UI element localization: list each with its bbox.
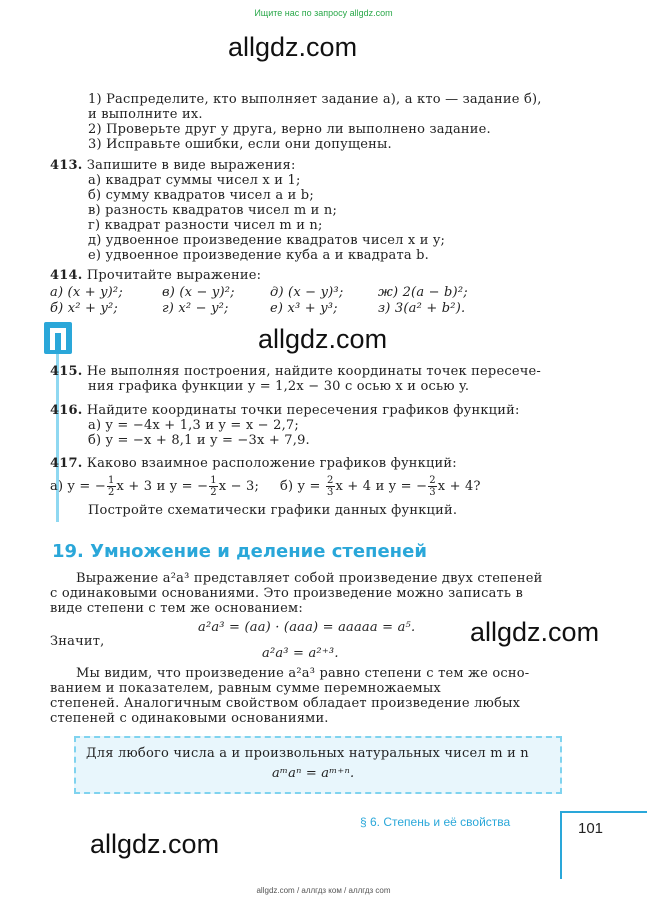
expression: д) (x − y)³;	[270, 285, 344, 300]
rule-box	[74, 736, 562, 794]
expression: а) (x + y)²;	[50, 285, 123, 300]
expr-part: б) y =	[280, 479, 321, 494]
exercise-item-b	[280, 475, 481, 498]
fraction: $\frac{2}{3}$	[429, 475, 436, 498]
expression: б) x² + y²;	[50, 301, 118, 316]
exercise-title: Прочитайте выражение:	[86, 268, 262, 283]
section-paragraph: Мы видим, что произведение a²a³ равно степени с тем же осно- ванием и показателем, равным сумме перемножаемых степеней. Аналогичным свойством обладает произведение любых степеней с одинаковыми основаниями.	[50, 666, 530, 726]
fraction: $\frac{2}{3}$	[326, 475, 334, 498]
exercise-item: г) квадрат разности чисел m и n;	[88, 218, 323, 233]
page-number: 101	[578, 820, 604, 837]
exercise-number: 414.	[50, 268, 83, 283]
exercise-text: Постройте схематически графики данных функций.	[88, 503, 458, 518]
expression: ж) 2(a − b)²;	[378, 285, 468, 300]
expr-part: x + 4 и y = −	[335, 479, 428, 494]
expr-part: x + 4?	[437, 479, 481, 494]
exercise-item: б) y = −x + 8,1 и y = −3x + 7,9.	[88, 433, 310, 448]
exercise-number: 416.	[50, 403, 83, 418]
exercise-title: Каково взаимное расположение графиков функций:	[86, 456, 457, 471]
text-znachit: Значит,	[50, 634, 105, 649]
intro-line: и выполните их.	[88, 107, 203, 122]
exercise-417	[50, 456, 548, 518]
exercise-413	[50, 158, 445, 263]
intro-line: 3) Исправьте ошибки, если они допущены.	[88, 137, 392, 152]
exercise-item: а) квадрат суммы чисел x и 1;	[88, 173, 301, 188]
exercise-item: а) y = −4x + 1,3 и y = x − 2,7;	[88, 418, 299, 433]
exercise-text: Не выполняя построения, найдите координаты точек пересече-	[86, 364, 542, 379]
watermark: allgdz.com	[258, 324, 388, 354]
exercise-414	[50, 268, 548, 317]
fraction: $\frac{1}{2}$	[210, 475, 217, 498]
chapter-footer: § 6. Степень и её свойства	[360, 815, 511, 829]
exercise-number: 415.	[50, 364, 83, 379]
exercise-item: д) удвоенное произведение квадратов чисел x и y;	[88, 233, 446, 248]
intro-block	[88, 92, 542, 152]
rule-text: Для любого числа a и произвольных натуральных чисел m и n	[86, 746, 529, 761]
exercise-title: Найдите координаты точки пересечения графиков функций:	[86, 403, 520, 418]
bottom-note: allgdz.com / аллгдз ком / аллгдз com	[256, 886, 391, 895]
exercise-item: в) разность квадратов чисел m и n;	[88, 203, 338, 218]
watermark: allgdz.com	[90, 829, 220, 859]
formula: a²a³ = (aa) · (aaa) = aaaaa = a⁵.	[198, 620, 416, 635]
expression: в) (x − y)²;	[162, 285, 235, 300]
expr-part: а) y = −	[50, 479, 106, 494]
top-note: Ищите нас по запросу allgdz.com	[254, 8, 393, 18]
intro-line: 1) Распределите, кто выполняет задание а), а кто — задание б),	[88, 92, 542, 107]
section-paragraph: Выражение a²a³ представляет собой произведение двух степеней с одинаковыми основаниями. Это произведение можно записать в виде степени с тем же основанием:	[50, 571, 543, 616]
exercise-number: 413.	[50, 158, 83, 173]
watermark: allgdz.com	[228, 32, 358, 62]
exercise-415	[50, 364, 541, 394]
pair-work-icon	[44, 322, 72, 354]
expression: е) x³ + y³;	[270, 301, 338, 316]
intro-line: 2) Проверьте друг у друга, верно ли выполнено задание.	[88, 122, 491, 137]
expr-part: x − 3;	[218, 479, 260, 494]
exercise-text: ния графика функции y = 1,2x − 30 с осью x и осью y.	[88, 379, 470, 394]
exercise-item-a	[50, 475, 259, 498]
expression: г) x² − y²;	[162, 301, 229, 316]
exercise-416	[50, 403, 520, 448]
fraction: $\frac{1}{2}$	[107, 475, 115, 498]
footer-rule	[560, 811, 647, 813]
expression: з) 3(a² + b²).	[378, 301, 466, 316]
exercise-item: б) сумму квадратов чисел a и b;	[88, 188, 314, 203]
expr-part: x + 3 и y = −	[116, 479, 209, 494]
formula: a²a³ = a²⁺³.	[262, 646, 339, 661]
footer-rule-vertical	[560, 811, 562, 879]
rule-formula: aᵐaⁿ = aᵐ⁺ⁿ.	[272, 766, 355, 781]
exercise-title: Запишите в виде выражения:	[86, 158, 296, 173]
exercise-number: 417.	[50, 456, 83, 471]
watermark: allgdz.com	[470, 617, 600, 647]
exercise-item: е) удвоенное произведение куба a и квадрата b.	[88, 248, 429, 263]
section-title: 19. Умножение и деление степеней	[52, 541, 427, 562]
